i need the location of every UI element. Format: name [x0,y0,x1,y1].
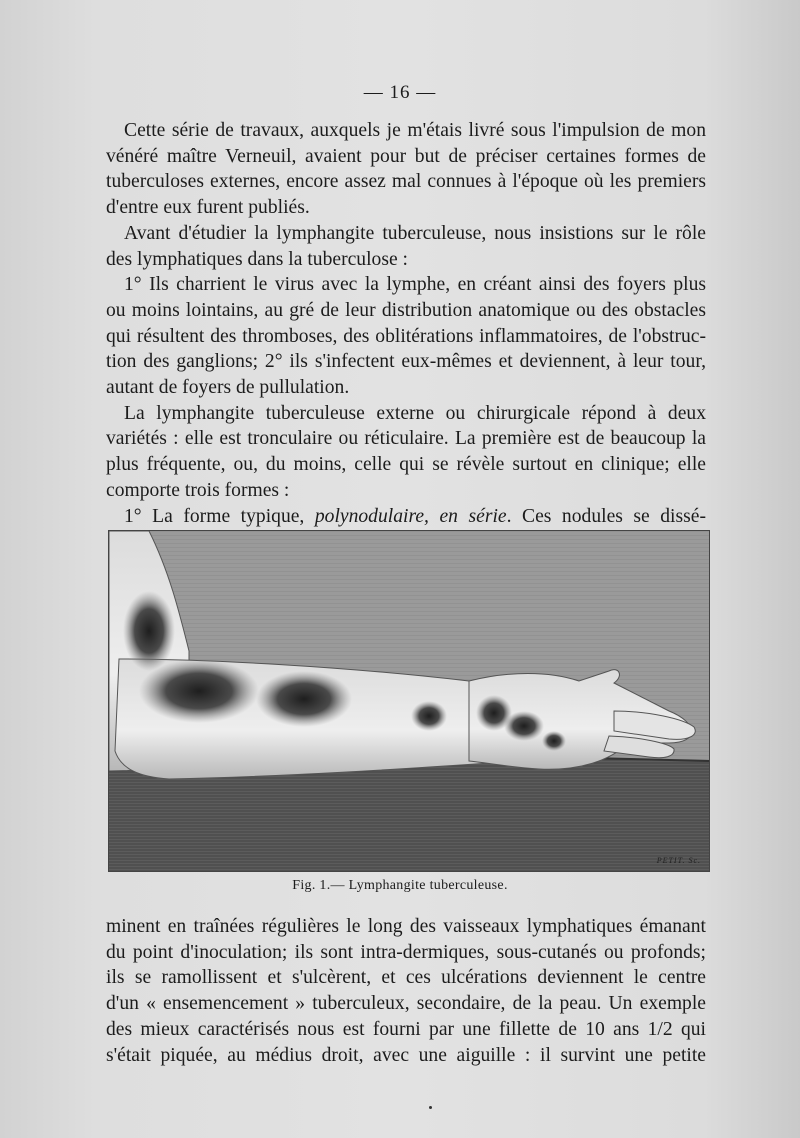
typique-prefix: 1° La forme typique, [124,505,315,527]
text-line: vénéré maître Verneuil, avaient pour but de préciser certaines formes de [106,145,706,167]
text-line: plus fréquente, ou, du moins, celle qui se révèle surtout en clinique; elle [106,454,706,476]
text-line: variétés : elle est tronculaire ou réticulaire. La première est de beaucoup la [106,428,706,450]
printer-mark [429,1106,432,1109]
figure-engraving-arm [108,530,710,872]
text-line: d'un « ensemencement » tuberculeux, secondaire, de la peau. Un exemple [106,993,706,1015]
text-line: du point d'inoculation; ils sont intra-dermiques, sous-cutanés ou profonds; [106,941,706,963]
text-block-bottom [106,914,706,1068]
text-line: Avant d'étudier la lymphangite tuberculeuse, nous insistions sur le rôle [124,222,706,244]
text-line-typique [106,504,706,530]
text-line: d'entre eux furent publiés. [106,197,310,219]
lesion [411,701,447,731]
lesion [139,659,259,723]
text-line: tion des ganglions; 2° ils s'infectent eux-mêmes et deviennent, à leur tour, [106,351,706,373]
text-block-top [106,118,706,529]
lesion [123,591,175,671]
typique-suffix: . Ces nodules se dissé- [506,505,706,527]
text-line: minent en traînées régulières le long des vaisseaux lymphatiques émanant [106,916,706,937]
lesion [256,671,352,727]
text-line: Cette série de travaux, auxquels je m'étais livré sous l'impulsion de mon [124,120,706,141]
engraver-signature: PETIT. Sc. [656,856,701,865]
text-line: comporte trois formes : [106,479,290,501]
page-number: — 16 — [363,82,437,103]
figure-caption: Fig. 1.— Lymphangite tuberculeuse. [292,878,508,893]
typique-italic: polynodulaire, en série [314,505,507,527]
text-line: des mieux caractérisés nous est fourni par une fillette de 10 ans 1/2 qui [106,1018,706,1040]
text-line: autant de foyers de pullulation. [106,377,350,399]
lesion [542,731,566,751]
text-line: s'était piquée, au médius droit, avec une aiguille : il survint une petite [106,1044,706,1066]
text-line: qui résultent des thromboses, des oblitérations inflammatoires, de l'obstruc- [106,325,706,347]
arm-illustration [109,531,709,871]
text-line: ils se ramollissent et s'ulcèrent, et ces ulcérations deviennent le centre [106,967,706,989]
text-line: tuberculoses externes, encore assez mal connues à l'époque où les premiers [106,171,706,193]
text-line: La lymphangite tuberculeuse externe ou chirurgicale répond à deux [124,402,706,424]
text-line: ou moins lointains, au gré de leur distribution anatomique ou des obstacles [106,299,706,321]
text-line: des lymphatiques dans la tuberculose : [106,248,409,270]
lesion [504,711,544,741]
text-line: 1° Ils charrient le virus avec la lymphe, en créant ainsi des foyers plus [124,274,706,296]
